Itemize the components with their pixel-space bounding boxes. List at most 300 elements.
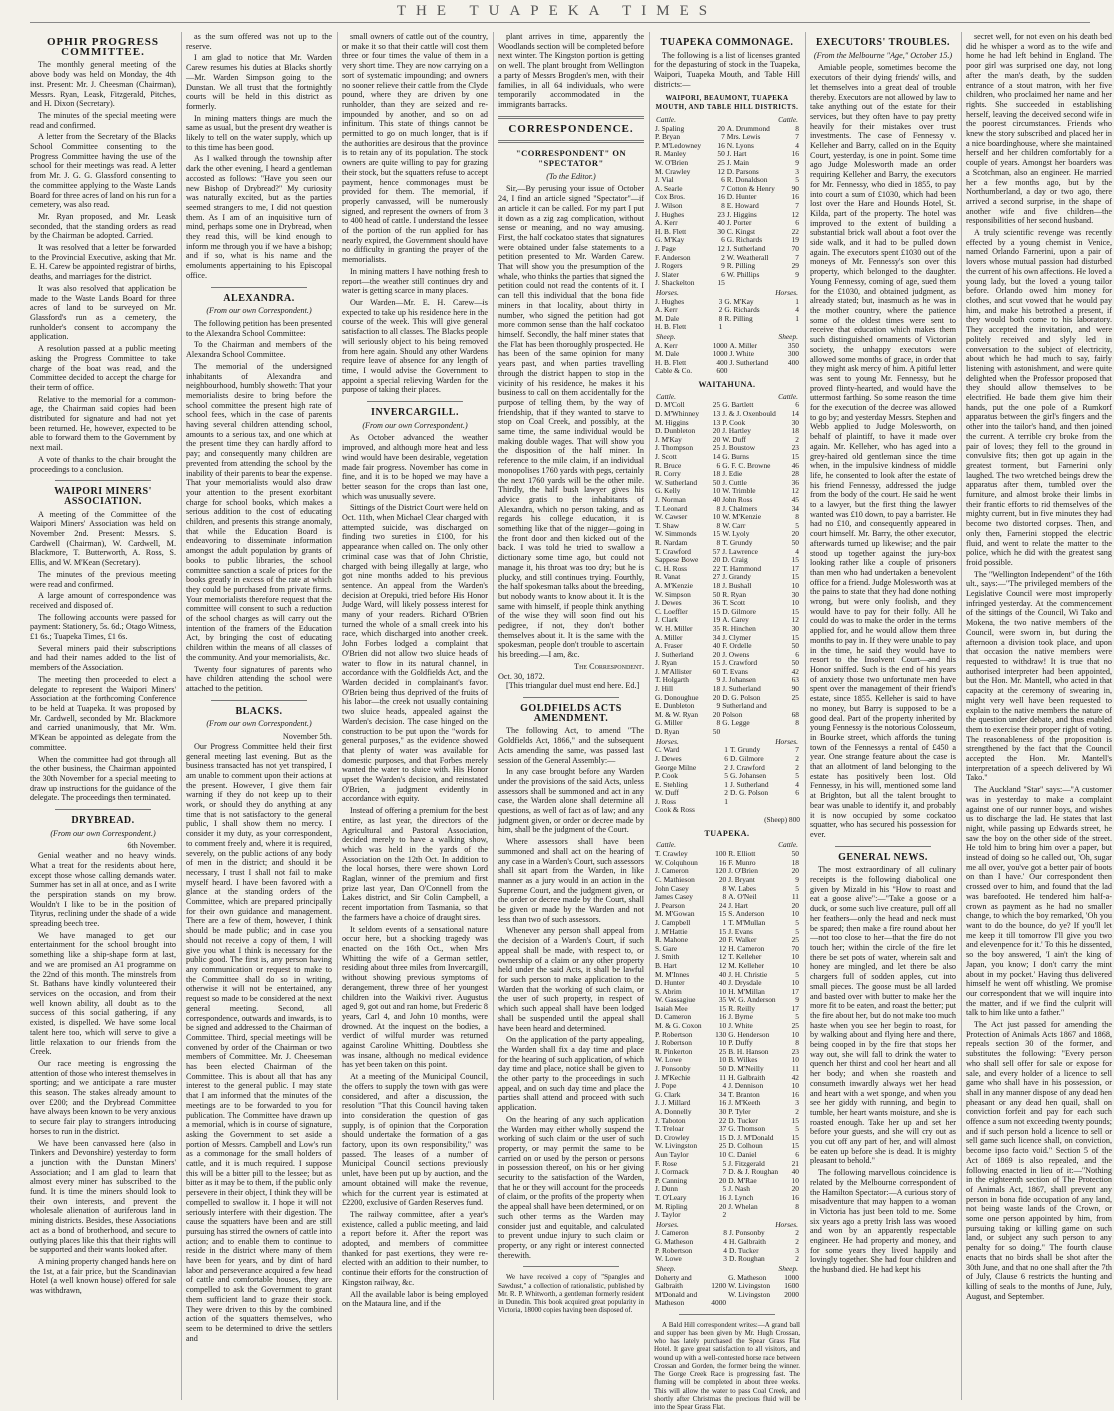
licensee-name: P. Robertson — [655, 1245, 693, 1255]
stock-table — [654, 1274, 800, 1308]
licensee-name: J. Hughes — [655, 296, 685, 306]
licensee-name: J. Wilson — [655, 200, 683, 210]
licensee-name: George Milne — [655, 762, 697, 772]
paragraph: Our Warden—Mr. E. H. Carew—is expected to take up his residence here in the course of the week. This will give general satisfaction to all classes. The Blacks people will seriously object to his being removed from here again. Should any other Wardens require leave of absence for any length of time, I would advise the Government to appoint a special relieving Warden for the purpose of taking their places. — [342, 297, 488, 395]
stock-count: 25 — [791, 692, 799, 702]
paragraph: At a meeting of the Municipal Council, the offers to supply the town with gas were considered, and after a discussion, the resolution "That this Council having taken into consideration the question of gas supply, is of opinion that the Corporation should undertake the formation of a gas factory, upon its own responsibility," was passed. The leases of a number of Municipal Council sections previously unlet, have been put up by auction, and the amount obtained will make the revenue, which for the current year is estimated at £2200, exclusive of Garden Reserves fund. — [342, 1072, 488, 1208]
stock-count: 22 — [791, 226, 799, 236]
licensee-name: R. Pilling — [726, 261, 756, 271]
licensee-name: G. Miller — [655, 718, 683, 728]
licensee-name: R. Donaldson — [726, 175, 768, 185]
paragraph: Instead of offering a premium for the best entire, as last year, the directors of the Agricultural and Pastoral Association, decided merely to have a walking show, which was held in the yards of the Association on the 12th Oct. In addition to the local horses, there were shown Lord Raglan, winner of the premium and first prize last year, Dan O'Connell from the Lakes district, and Sir Colin Campbell, a recent importation from Tasmania, so that the farmers have a choice of draught sires. — [342, 806, 488, 922]
licensee-name: D. J. M'Donald — [728, 1132, 774, 1142]
licensee-name: T. O'Leary — [655, 1192, 687, 1202]
stock-count: 1 — [718, 322, 723, 332]
paragraph: All the available labor is being employed on the Mataura line, and if the — [342, 1289, 488, 1309]
stock-count: 16 — [791, 1089, 799, 1099]
licensee-name: J. Pearson — [655, 900, 685, 910]
divider — [55, 809, 151, 810]
divider — [523, 697, 619, 698]
stock-count: 14 — [712, 452, 721, 462]
stock-table — [654, 342, 800, 376]
stock-count: 4 — [795, 140, 799, 150]
licensee-name: P. M'Ledowney — [655, 140, 702, 150]
headline: ALEXANDRA. — [223, 292, 295, 304]
stock-count: 19 — [791, 235, 799, 245]
licensee-name: P. Tyler — [728, 1107, 751, 1116]
stock-count: 35 — [718, 995, 727, 1005]
stock-count: 46 — [791, 460, 799, 470]
licensee-name: J. White — [728, 1021, 753, 1031]
stock-count: 50 — [717, 149, 725, 159]
licensee-name: J. Porter — [726, 218, 752, 228]
stock-count: 2 — [795, 1254, 799, 1264]
licensee-name: J. Fitzgerald — [728, 1158, 765, 1168]
licensee-name: J. Pope — [655, 1081, 677, 1091]
stock-count: 16 — [717, 192, 725, 202]
stock-count: 10 — [712, 486, 721, 496]
stock-count: 4 — [795, 305, 799, 315]
licensee-name: Cox Bros. — [655, 192, 685, 202]
stock-count: 9 — [795, 995, 799, 1005]
masthead-rule — [30, 22, 1090, 23]
licensee-name: J. Whelan — [728, 1201, 758, 1211]
paragraph: It seldom events of a sensational nature occur here, but a shocking tragedy was enacted on the 16th Oct., when Mrs Whitting the wife of a German settler, residing about three miles from Invercargill, without showing previous symptoms of derangement, threw three of her youngest children into the Waikivi river. Augustus aged 9, got out and ran home, but Frederic 8 years, Carl 4, and John 10 months, were drowned. At the inquest on the bodies, a verdict of wilful murder was returned against Caroline Whitting. Doubtless she was insane, although no medical evidence has yet been taken on this point. — [342, 924, 488, 1070]
divider — [523, 1266, 619, 1267]
stock-count: 10 — [791, 1029, 799, 1039]
stock-count: 10 — [718, 1021, 727, 1031]
licensee-name: P. Robertson — [655, 1029, 693, 1039]
stock-count: 16 — [791, 192, 799, 202]
licensee-name: A. Kerr — [655, 305, 678, 315]
licensee-name: J. Byrne — [728, 1012, 753, 1022]
stock-count: 45 — [791, 495, 799, 504]
licensee-name: D. Hunter — [655, 978, 685, 988]
stock-count: 20 — [791, 900, 799, 910]
stock-count: 16 — [718, 1012, 727, 1022]
licensee-name: T. Holgarth — [655, 675, 689, 685]
licensee-name: G. Clark — [655, 1089, 681, 1099]
stock-count: 15 — [791, 1132, 799, 1142]
licensee-name: J. M'Keeth — [728, 1098, 761, 1108]
licensee-name — [728, 367, 782, 376]
stock-count: 1600 — [784, 1281, 799, 1291]
table-row — [654, 323, 800, 332]
licensee-name: J. Sutherland — [729, 357, 769, 367]
stock-count: 10 — [791, 1175, 799, 1185]
paragraph: The "Wellington Independent" of the 16th ult., says:—"The privileged members of the Legislative Council were most improperly infringed yesterday. At the commencement of the sittings of the Council, Wi Tako and Mokena, the two native members of the Council, were sworn in, but during the afternoon a division took place, and upon that occasion the native members were requested to withdraw! It is true that no authorised interpreter had been appointed, but the Hon. Mr. Mantell, who acted in that capacity at the ceremony of swearing in, might very well have been requested to explain to the native members the nature of the question under debate, and thus enabled them to exercise their proper right of voting. The reasonableness of the proposition is strengthened by the fact that the Council accepted the Hon. Mr. Mantell's interpretation of a speech delivered by Wi Tako." — [966, 569, 1112, 783]
stock-count: 6 — [721, 269, 725, 279]
licensee-name: W. Gassagiue — [655, 995, 696, 1005]
licensee-name: W. Simmonds — [655, 529, 697, 539]
licensee-name — [729, 798, 791, 807]
stock-count — [788, 279, 800, 288]
paragraph: To the Chairman and members of the Alexandra School Committee. — [186, 340, 332, 360]
licensee-name: B. Hart — [655, 960, 677, 970]
licensee-name: D. Crowley — [655, 1132, 690, 1142]
stock-count: 300 — [787, 349, 799, 359]
stock-count: 63 — [791, 675, 799, 685]
column-heading: Sheep. Sheep. — [656, 331, 798, 341]
column-rule — [961, 32, 962, 1400]
licensee-name: A. O'Neil — [728, 892, 757, 902]
licensee-name: A. Fraser — [655, 641, 683, 651]
licensee-name: W. Livingston — [728, 1281, 771, 1291]
paragraph: small owners of cattle out of the country, or make it so that their cattle will cost them three or four times the value of them in a very short time. They are now carrying on a sort of systematic impounding; and owners no sooner relieve their cattle from the Clyde pound, where they are driven by one runholder, than they are seized and re-impounded by another, and so on ad infinitum. This state of things cannot be permitted to go on much longer, that is if the authorities are desirous that the province is to retain any of its population. The stock owners are quite willing to pay for grazing their stock, but the squatters refuse to accept payment, hence commonages must be provided for them. The memorial, if properly canvassed, will be numerously signed, and represent the owners of from 3 to 400 head of cattle. I understand the lessee of the portion of the run applied for has nearly expired, the Government should have no difficulty in granting the prayer of the memorialists. — [342, 32, 488, 265]
stock-count: 40 — [718, 969, 727, 979]
stock-count: 10 — [718, 986, 727, 996]
stock-count: 15 — [791, 632, 799, 642]
licensee-name: R. Hinchen — [722, 623, 756, 633]
stock-count: 2 — [795, 762, 799, 772]
stock-count — [780, 1299, 800, 1308]
stock-count: 40 — [791, 1167, 799, 1177]
paragraph: It was resolved that a letter be forwarded to the Provincial Executive, asking that Mr. E. H. Carew be appointed registrar of births, deaths, and marriages for the district. — [30, 243, 176, 282]
licensee-name: J. White — [729, 349, 754, 359]
stock-count: 2 — [722, 1210, 727, 1220]
licensee-name: P. Cook — [722, 417, 746, 427]
paragraph: When the committee had got through all the other business, the Chairman appointed the 30th November for a special meeting to draw up instructions for the guidance of the delegate. The proceedings then terminated. — [30, 754, 176, 803]
paragraph: On the application of the party appealing, the Warden shall fix a day time and place for the hearing of such application, of which day time and place, notice shall be given to the other party to the proceedings in such appeal, and on such day time and place the parties shall attend and proceed with such application. — [498, 1035, 644, 1113]
licensee-name: A. Kerr — [655, 340, 678, 350]
licensee-name: M. Kelleher — [728, 960, 764, 970]
paragraph: Mr. Ryan proposed, and Mr. Leask seconded, that the standing orders as read by the Chairman be adopted. Carried. — [30, 211, 176, 241]
paragraph: Whenever any person shall appeal from the decision of a Warden's Court, if such appeal shall be made, with respect to, or ownership of a claim or any other property held under the said Acts, it shall be lawful for such person to make application to the Warden that the working of such claim, or the user of such property, in respect of which such appeal shall have been lodged shall be suspended until the appeal shall have been heard and determined. — [498, 926, 644, 1033]
licensee-name: A. Miller — [655, 632, 683, 642]
licensee-name: G. Richards — [726, 235, 763, 245]
stock-count: 50 — [791, 537, 799, 547]
licensee-name: A. Carey — [722, 615, 749, 625]
paragraph: A resolution passed at a public meeting asking the Progress Committee to take charge of the boat was read, and the Committee decided to accept the charge for their term of office. — [30, 344, 176, 392]
licensee-name: H. B. Flett — [655, 322, 687, 332]
licensee-name: J. Rogers — [655, 261, 683, 271]
stock-count: 12 — [717, 166, 725, 176]
licensee-name: W. Livingston — [728, 1289, 771, 1299]
divider — [679, 1314, 775, 1315]
stock-count: 20 — [712, 434, 721, 444]
licensee-name: S. Abrim — [655, 986, 682, 996]
stock-count: 25 — [717, 158, 725, 167]
licensee-name: B. Wilkes — [728, 1055, 758, 1065]
stock-count: 19 — [712, 615, 721, 625]
stock-count: 50 — [712, 727, 721, 737]
signature: The Correspondent. — [574, 661, 644, 671]
paragraph: Amiable people, sometimes become the executors of their dying friends' wills, and let themselves into a great deal of trouble thereby. Executors are not allowed by law to take anything out of the estate for their services, but they often have to pay pretty heavily for their mistakes over trust investments. The case of Fennessy v. Kelleher and Barry, called on in the Equity Court, yesterday, is one in point. Some time ago Judge Molesworth made an order requiring Kelleher and Barry, the executors for Mr. Fennessy, who died in 1855, to pay into court a sum of £1030, which had been lost over the Hare and Hounds Hotel, St. Kilda, part of the property. The hotel was improved to the extent of building a substantial brick wall about a foot over the side walk, and it had to be pulled down again. The executors spent £1030 out of the moneys of Mr. Fennessy's son over this property, which belonged to the daughter. Young Fennessy, coming of age, sued them for the £1030, and obtained judgment, as already stated; but, inasmuch as he was in the mother country, where the patience some of the oldest times were sent to receive that education which makes them such distinguished ornaments of Victorian society, the unhappy executors were allowed some months of grace, in order that they might ask mercy of him. A pitiful letter was sent to young Mr. Fennessy, but he proved flinty-hearted, and would have the uttermost farthing. So some reason the time for the execution of the decree was allowed to go by; and yesterday Messrs. Stephen and Webb applied to Judge Molesworth, on behalf of plaintiff, to have it made over again. Mr. Kelleher, who has aged into a grey-haired old gentleman since the time when, in the impulsive kindness of middle life, he consented to look after the estate of his friend Fennessy, addressed the judge from the body of the court. He said he went to a lawyer, but the first thing the lawyer wanted was £10 down, to pay a barrister. He had no £10, and consequently appeared in court himself. Mr. Barry, the other executor, afterwards turned up likewise; and the pair stood up together against the jury-box looking rather like a couple of prisoners than men who had undertaken a benevolent office for a friend. Judge Molesworth was at the pains to state that they had done nothing wrong, but were only foolish, and they would have to pay for their folly. All he could do was to make the order in the terms applied for, and he would allow them three months to pay in. If they were unable to pay in the time, he said they would have to resort to the Insolvent Court—and his Honor sniffed. Such is the end of his years of anxiety those two unfortunate men have spent over the management of their friend's estate, since 1855. Kelleher is said to have no money, but Barry is supposed to be a good deal. Part of the property inherited by young Fennessy is the notorious Colosseum, in Bourke street, which affords the tuning town of the Fennessys a rental of £450 a year. One strange feature about the case is that an allotment of land belonging to the estate has positively been lost. Old Fennessy, in his will, mentioned some land at Brighton, but all the talent brought to bear was unable to identify it, and probably it is now occupied by some cockatoo squatter, who has secured his possession for ever. — [810, 63, 957, 839]
paragraph: A mining property changed hands here on the 1st, at a fair price, but the Scandinavian Hotel (a well known house) offered for sale was withdrawn, — [30, 1256, 176, 1296]
stock-count: 15 — [791, 572, 799, 582]
stock-count: 16 — [717, 140, 725, 150]
licensee-name: D. M'Whinney — [655, 409, 700, 419]
stock-count: 15 — [718, 1132, 727, 1142]
headline: INVERCARGILL. — [371, 407, 459, 419]
stock-count: 15 — [718, 926, 727, 936]
stock-count: 50 — [712, 589, 721, 599]
stock-count: 20 — [718, 1201, 727, 1211]
stock-count: 17 — [791, 986, 799, 996]
stock-count: 8 — [716, 503, 721, 513]
paragraph: The Auckland "Star" says:—"A customer was in yesterday to make a complaint against one of our runner boys, and wishes us to discharge the lad. He states that last night, while passing up Edwards street, he saw the boy on the other side of the street. He told him to bring him over a paper, but instead of doing so he called out, 'Oh, sugar me all over, you've got a better pair of boots on than I have.' Our correspondent then crossed over to him, and found that the lad was barefooted. He tendered him half-a-crown as payment as he had no smaller change, to which the boy remarked, 'Oh you want to do the bounce, do ye? If you'll let me keep it till tomorrow I'll give you two and elevenpence for it.' To this he dissented, so the boy answered, 'I ain't the king of Japan, you know; I don't carry the mint about in my pocket.' Having thus delivered himself he went off whistling. We promise our correspondent that we will inquire into the matter, and if we find the culprit will talk to him like unto a father." — [966, 785, 1112, 1018]
licensee-name: J. Dennison — [728, 1081, 764, 1091]
column-2 — [186, 32, 332, 1400]
stock-count: 5 — [795, 1012, 799, 1022]
stock-count: 20 — [718, 874, 727, 884]
licensee-name: H. B. Flett — [655, 226, 687, 236]
column-heading: Cattle. Cattle. — [656, 391, 798, 401]
column-6 — [810, 32, 956, 1400]
licensee-name: T. Scott — [722, 598, 746, 608]
stock-count: 8 — [795, 512, 799, 522]
stock-count: 34 — [712, 632, 721, 642]
licensee-name: J. Clark — [655, 615, 678, 625]
stock-count: 20 — [712, 692, 721, 702]
column-rule — [649, 32, 650, 1400]
licensee-name: J. Page — [655, 243, 676, 253]
stock-count: 20 — [718, 1175, 727, 1185]
stock-count: 1 — [795, 313, 799, 323]
licensee-name: T. Branton — [728, 1089, 760, 1099]
paragraph: The minutes of the special meeting were read and confirmed. — [30, 110, 176, 130]
licensee-name: R. Pinkerton — [655, 1046, 693, 1056]
stock-count: 1 — [795, 296, 799, 306]
licensee-name: H. B. Flett — [655, 357, 687, 367]
paragraph: Where assessors shall have been summoned and shall act on the hearing of any case in a Warden's Court, such assessors shall sit apart from the Warden, in like manner as a jury would in an action in the Supreme Court, and the judgment given, or the order or decree made by the Court, shall be given or made by the Warden and not less than two of such assessors. — [498, 837, 644, 924]
licensee-name: J. Boustow — [722, 443, 756, 453]
stock-count: 15 — [791, 452, 799, 462]
licensee-name: J. Robertson — [655, 1038, 692, 1048]
stock-count: 20 — [712, 709, 721, 719]
licensee-name: A. Donnelly — [655, 1107, 692, 1116]
stock-count: 18 — [791, 426, 799, 436]
stock-count: 10 — [791, 1081, 799, 1091]
stock-count: 8 — [718, 313, 723, 323]
stock-count: 4 — [795, 546, 799, 556]
paragraph: The monthly general meeting of the above body was held on Monday, the 4th inst. Present: Mr. J. Cheesman (Chairman), Messrs. Ryan, Leask, Fitzgerald, Pitches, and H. Dixon (Secretary). — [30, 60, 176, 109]
licensee-name: D. M'Coll — [655, 400, 685, 410]
stock-count: 2 — [718, 305, 723, 315]
licensee-name: B. H. Hanson — [728, 1046, 769, 1056]
masthead: THE TUAPEKA TIMES — [396, 3, 718, 19]
licensee-name: J. Clymer — [722, 632, 751, 642]
licensee-name: A. M'Kenzie — [655, 580, 693, 590]
dateline: 6th November. — [127, 841, 176, 851]
stock-count: 50 — [791, 641, 799, 651]
licensee-name: W. Lowe — [655, 1254, 682, 1264]
licensee-name: D. Ryan — [655, 727, 680, 737]
section-heading: WAITAHUNA. — [698, 380, 756, 390]
licensee-name: D. Colhoun — [728, 1141, 763, 1151]
paragraph: Twenty four signatures of parents who have children attending the school were attached to the petition. — [186, 664, 332, 693]
stock-count: 12 — [718, 952, 727, 962]
stock-count: 16 — [718, 857, 727, 867]
licensee-name: J. Hart — [728, 900, 748, 910]
stock-count: 2 — [795, 753, 799, 763]
paragraph: Several miners paid their subscriptions and had their names added to the list of members of the Association. — [30, 643, 176, 673]
licensee-name: J. Grandy — [722, 572, 751, 582]
licensee-name: N. Lyons — [726, 140, 754, 150]
licensee-name: Mrs. Lewis — [726, 132, 761, 142]
stock-count: 1000 — [712, 340, 728, 350]
licensee-name: J. Scott — [655, 452, 677, 462]
stock-table — [654, 298, 800, 332]
stock-count: 15 — [791, 555, 799, 565]
stock-count: 12 — [718, 960, 727, 970]
paragraph: secret well, for not even on his death bed did he whisper a word as to the wife and home he had left behind in England. The poor girl was surprised one day, not long after the man's death, by the sudden entrance of a stout matron, with her five children, who proclaimed her name and her rights. She succeeded in establishing herself, leaving the deceived second wife in the poorest circumstances. Friends who knew the story subscribed and placed her in a nice boardinghouse, where she maintained herself and her children comfortably for a couple of years. Amongst her boarders was a Scotchman, also an engineer. He married her a few months ago, but by the Northumberland, a day or two ago, there arrived a second surprise, in the shape of another wife and five children—the responsibilities of her second husband. — [966, 32, 1112, 226]
stock-count: 8 — [716, 520, 721, 530]
licensee-name: M. Crawley — [655, 166, 691, 176]
stock-table — [654, 746, 800, 815]
headline: GENERAL NEWS. — [838, 851, 928, 863]
stock-count: 22 — [718, 1115, 727, 1125]
licensee-name: J. Dunn — [655, 1184, 678, 1194]
licensee-name: J. Hughes — [655, 209, 685, 219]
headline: CORRESPONDENCE. — [508, 122, 634, 135]
licensee-name: M. M'Gowan — [655, 909, 695, 919]
licensee-name: J. Main — [726, 158, 749, 167]
paragraph: A meeting of the Committee of the Waipori Miners' Association was held on November 2nd. Present: Messrs. S. Cardwell (Chairman), W. Cardwell, M. Blackmore, T. Butterworth, A. Ross, S. Ellis, and W. M'Kean (Secretary). — [30, 509, 176, 568]
stock-count: 5 — [795, 520, 799, 530]
licensee-name: J. Lynch — [728, 1192, 754, 1202]
stock-count: 13 — [712, 417, 721, 427]
divider — [835, 846, 931, 847]
licensee-name: D. Dunbleton — [655, 426, 696, 436]
licensee-name: J. Cameron — [655, 1228, 689, 1238]
stock-table — [654, 1229, 800, 1263]
licensee-name: D. Craig — [722, 555, 748, 565]
licensee-name: D. Tucker — [728, 1245, 759, 1255]
stock-count: 3 — [718, 296, 723, 306]
licensee-name: J. Hill — [655, 684, 674, 694]
stock-count: 120 — [715, 866, 727, 876]
licensee-name: R. Reilly — [728, 1003, 755, 1013]
licensee-name: W. Duff — [722, 434, 747, 444]
licensee-name: J. Dewes — [655, 598, 682, 608]
licensee-name: W. Labes — [728, 883, 756, 893]
licensee-name: R. Vanat — [655, 572, 681, 582]
stock-count: 12 — [717, 243, 725, 253]
licensee-name: J. Johansen — [722, 675, 756, 685]
licensee-name: J. Campbell — [655, 917, 691, 927]
column-3 — [342, 32, 488, 1400]
licensee-name: E. Stehling — [655, 779, 688, 789]
stock-count: 40 — [717, 218, 725, 228]
licensee-name: Sutherland and — [722, 701, 767, 711]
stock-count — [791, 806, 800, 815]
stock-count: 23 — [791, 443, 799, 453]
stock-count: 7 — [795, 132, 799, 142]
licensee-name: H. Galbraith — [728, 1072, 766, 1082]
stock-count: 16 — [718, 1098, 727, 1108]
licensee-name: J. J. Millard — [655, 1098, 691, 1108]
headline: OPHIR PROGRESS COMMITTEE. — [46, 36, 160, 58]
byline: (From our own Correspondent.) — [206, 719, 312, 729]
stock-count: 6 — [721, 175, 725, 185]
stock-count — [720, 806, 729, 815]
headline: "CORRESPONDENT" ON "SPECTATOR" — [515, 148, 627, 169]
licensee-name: C. Mathieson — [655, 874, 695, 884]
licensee-name: Aun Taylor — [655, 1149, 689, 1159]
stock-count: 57 — [712, 546, 721, 556]
stock-count: 9 — [716, 675, 721, 685]
stock-count: 6 — [795, 788, 799, 798]
licensee-name: R. Corry — [655, 469, 681, 479]
licensee-name: W. Cawser — [655, 512, 688, 522]
stock-count: 3 — [723, 1254, 727, 1264]
licensee-name: J. Lawrence — [722, 546, 758, 556]
stock-count: 60 — [712, 666, 721, 676]
stock-count: 20 — [791, 529, 799, 539]
licensee-name: D. Gilmore — [722, 606, 756, 616]
licensee-name: F. Anderson — [655, 252, 691, 262]
licensee-name: J. Vial — [655, 175, 674, 185]
stock-count — [790, 323, 800, 332]
stock-count: 20 — [791, 1184, 799, 1194]
paragraph: The following petition has been presented to the Alexandra School Committee: — [186, 318, 332, 338]
stock-count: 36 — [791, 477, 799, 487]
divider — [498, 116, 644, 119]
section-heading: TUAPEKA. — [704, 828, 750, 838]
licensee-name: W. Trimble — [722, 486, 756, 496]
licensee-name: J. M'Allister — [655, 666, 692, 676]
licensee-name: T. Grundy — [729, 745, 761, 755]
table-row — [654, 1211, 800, 1220]
stock-count: 23 — [791, 1046, 799, 1056]
licensee-name: W. Weatherall — [726, 252, 769, 262]
divider — [55, 480, 151, 481]
licensee-name: James Casey — [655, 892, 693, 902]
licensee-name: J. Owens — [722, 649, 750, 659]
licensee-name: J. Norman — [655, 495, 686, 504]
licensee-name: A. Searle — [655, 183, 683, 193]
stock-count: 7 — [795, 200, 799, 210]
licensee-name: M'Donald and — [655, 1289, 698, 1299]
column-1 — [30, 32, 176, 1400]
stock-count: 30 — [791, 589, 799, 599]
paragraph: We have received a copy of "Spangles and Sawdust," a collection of rationalistic, published by Mr. R. P. Whitworth, a gentleman formerly resident in Dunedin. This book acquired great popularity in Victoria, 18000 copies having been disposed of. — [498, 1273, 644, 1315]
stock-count: 7 — [721, 132, 725, 142]
divider — [367, 401, 463, 402]
paragraph: In any case brought before any Warden under the provisions of the said Acts, unless assessors shall be summoned and act in any case, the Warden alone shall determine all questions, as well of fact as of law; and any judgment given, or order or decree made by him, shall be the judgment of the Court. — [498, 767, 644, 835]
column-heading: Cattle. Cattle. — [656, 114, 798, 124]
licensee-name: J. Higgins — [726, 209, 757, 219]
stock-count: 10 — [791, 952, 799, 962]
stock-count: 5 — [795, 771, 799, 781]
licensee-name: J. Edie — [722, 469, 743, 479]
stock-count: 7 — [795, 745, 799, 755]
column-heading: Horses. Horses. — [656, 736, 798, 746]
licensee-name — [727, 1299, 780, 1308]
paragraph: Our race meeting is engrossing the attention of those who interest themselves in sporting; and we anticipate a rare muster this season. The stakes already amount to over £200; and the Drybread Committee have always been known to be very anxious to secure fair play to strangers introducing horses to run in the district. — [30, 1058, 176, 1136]
stock-count: 6 — [795, 1149, 799, 1159]
licensee-name: P. Cook — [655, 771, 679, 781]
paragraph: The minutes of the previous meeting were read and confirmed. — [30, 569, 176, 589]
stock-count: 30 — [791, 623, 799, 633]
stock-count: 1 — [724, 779, 728, 789]
stock-count: 70 — [791, 243, 799, 253]
licensee-name: D. Roughan — [728, 1254, 765, 1264]
licensee-name: J. Drysdale — [728, 978, 762, 988]
stock-count: 15 — [791, 606, 799, 616]
licensee-name: G. M'Kay — [655, 235, 685, 245]
licensee-name: Cable & Co. — [655, 366, 693, 376]
licensee-name: W. Lowe — [655, 1055, 682, 1065]
stock-count: 16 — [791, 1192, 799, 1202]
stock-count: 20 — [718, 935, 727, 945]
stock-count: 12 — [791, 486, 799, 496]
stock-count: 70 — [791, 943, 799, 953]
stock-count: 50 — [712, 477, 721, 487]
stock-count: 10 — [791, 978, 799, 988]
stock-count: 8 — [716, 718, 721, 728]
